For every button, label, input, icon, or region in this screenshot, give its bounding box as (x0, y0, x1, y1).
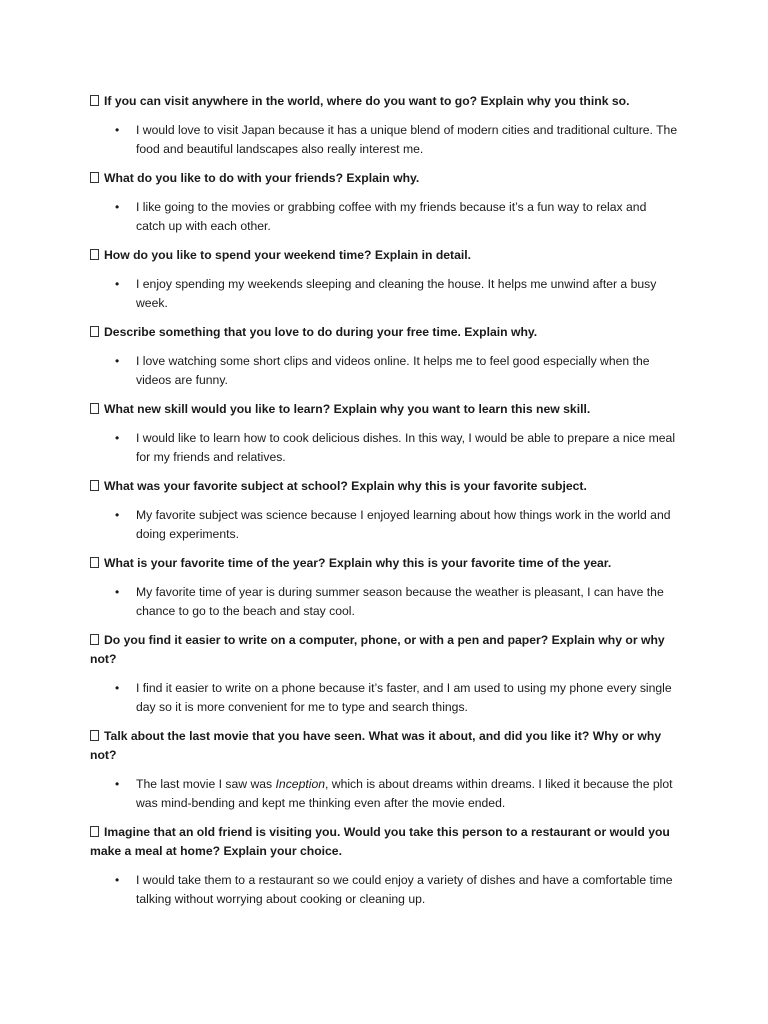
answer-5 (90, 429, 678, 467)
answer-10 (90, 871, 678, 909)
question-3 (90, 246, 678, 265)
missing-glyph-box-icon (90, 634, 99, 645)
question-text: Talk about the last movie that you have seen. What was it about, and did you like it? Why or why not? (90, 729, 662, 762)
answer-text-after: , which is about dreams within dreams. I liked it because the plot was mind-bending and kept me thinking even after the movie ended. (136, 777, 673, 810)
question-text: What was your favorite subject at school? Explain why this is your favorite subject. (104, 479, 587, 493)
bullet-icon: • (115, 585, 120, 599)
answer-7 (90, 583, 678, 621)
answer-text: I find it easier to write on a phone because it’s faster, and I am used to using my phone every single day so it is more convenient for me to type and search things. (136, 681, 672, 714)
answer-2 (90, 198, 678, 236)
answer-text (136, 777, 673, 810)
bullet-icon: • (115, 277, 120, 291)
missing-glyph-box-icon (90, 326, 99, 337)
movie-title: Inception (275, 777, 325, 791)
qa-item-7 (90, 554, 678, 621)
qa-item-6 (90, 477, 678, 544)
answer-list (90, 121, 678, 159)
question-text: What do you like to do with your friends? Explain why. (104, 171, 420, 185)
qa-item-10 (90, 823, 678, 909)
question-text: How do you like to spend your weekend time? Explain in detail. (104, 248, 472, 262)
question-10 (90, 823, 678, 861)
answer-text: I would like to learn how to cook delicious dishes. In this way, I would be able to prepare a nice meal for my friends and relatives. (136, 431, 676, 464)
qa-item-1 (90, 92, 678, 159)
question-6 (90, 477, 678, 496)
answer-9 (90, 775, 678, 813)
answer-3 (90, 275, 678, 313)
question-9 (90, 727, 678, 765)
answer-list (90, 679, 678, 717)
answer-list (90, 275, 678, 313)
qa-item-8 (90, 631, 678, 717)
answer-list (90, 429, 678, 467)
answer-6 (90, 506, 678, 544)
answer-text: I like going to the movies or grabbing coffee with my friends because it’s a fun way to relax and catch up with each other. (136, 200, 647, 233)
question-5 (90, 400, 678, 419)
answer-text: I would love to visit Japan because it has a unique blend of modern cities and traditional culture. The food and beautiful landscapes also really interest me. (136, 123, 678, 156)
bullet-icon: • (115, 123, 120, 137)
qa-item-5 (90, 400, 678, 467)
answer-text: I enjoy spending my weekends sleeping and cleaning the house. It helps me unwind after a busy week. (136, 277, 657, 310)
qa-item-4 (90, 323, 678, 390)
answer-text: I would take them to a restaurant so we could enjoy a variety of dishes and have a comfortable time talking without worrying about cooking or cleaning up. (136, 873, 673, 906)
missing-glyph-box-icon (90, 826, 99, 837)
answer-1 (90, 121, 678, 159)
missing-glyph-box-icon (90, 480, 99, 491)
answer-4 (90, 352, 678, 390)
question-4 (90, 323, 678, 342)
bullet-icon: • (115, 354, 120, 368)
answer-list (90, 352, 678, 390)
answer-list (90, 871, 678, 909)
answer-8 (90, 679, 678, 717)
question-text: Do you find it easier to write on a computer, phone, or with a pen and paper? Explain why or why not? (90, 633, 665, 666)
question-8 (90, 631, 678, 669)
missing-glyph-box-icon (90, 557, 99, 568)
bullet-icon: • (115, 873, 120, 887)
question-1 (90, 92, 678, 111)
answer-text-before: The last movie I saw was (136, 777, 276, 791)
answer-text: My favorite subject was science because I enjoyed learning about how things work in the world and doing experiments. (136, 508, 671, 541)
bullet-icon: • (115, 200, 120, 214)
question-text: If you can visit anywhere in the world, where do you want to go? Explain why you think so. (104, 94, 630, 108)
answer-list (90, 583, 678, 621)
bullet-icon: • (115, 681, 120, 695)
answer-text: My favorite time of year is during summer season because the weather is pleasant, I can have the chance to go to the beach and stay cool. (136, 585, 664, 618)
bullet-icon: • (115, 508, 120, 522)
question-text: Imagine that an old friend is visiting you. Would you take this person to a restaurant or would you make a meal at home? Explain your choice. (90, 825, 670, 858)
missing-glyph-box-icon (90, 172, 99, 183)
qa-item-9 (90, 727, 678, 813)
answer-list (90, 506, 678, 544)
missing-glyph-box-icon (90, 403, 99, 414)
missing-glyph-box-icon (90, 730, 99, 741)
missing-glyph-box-icon (90, 95, 99, 106)
question-7 (90, 554, 678, 573)
bullet-icon: • (115, 777, 120, 791)
answer-list (90, 198, 678, 236)
question-text: What new skill would you like to learn? Explain why you want to learn this new skill. (104, 402, 591, 416)
missing-glyph-box-icon (90, 249, 99, 260)
answer-list (90, 775, 678, 813)
answer-text: I love watching some short clips and videos online. It helps me to feel good especially when the videos are funny. (136, 354, 650, 387)
question-text: What is your favorite time of the year? Explain why this is your favorite time of the year. (104, 556, 612, 570)
question-text: Describe something that you love to do during your free time. Explain why. (104, 325, 538, 339)
qa-item-2 (90, 169, 678, 236)
question-2 (90, 169, 678, 188)
bullet-icon: • (115, 431, 120, 445)
qa-item-3 (90, 246, 678, 313)
